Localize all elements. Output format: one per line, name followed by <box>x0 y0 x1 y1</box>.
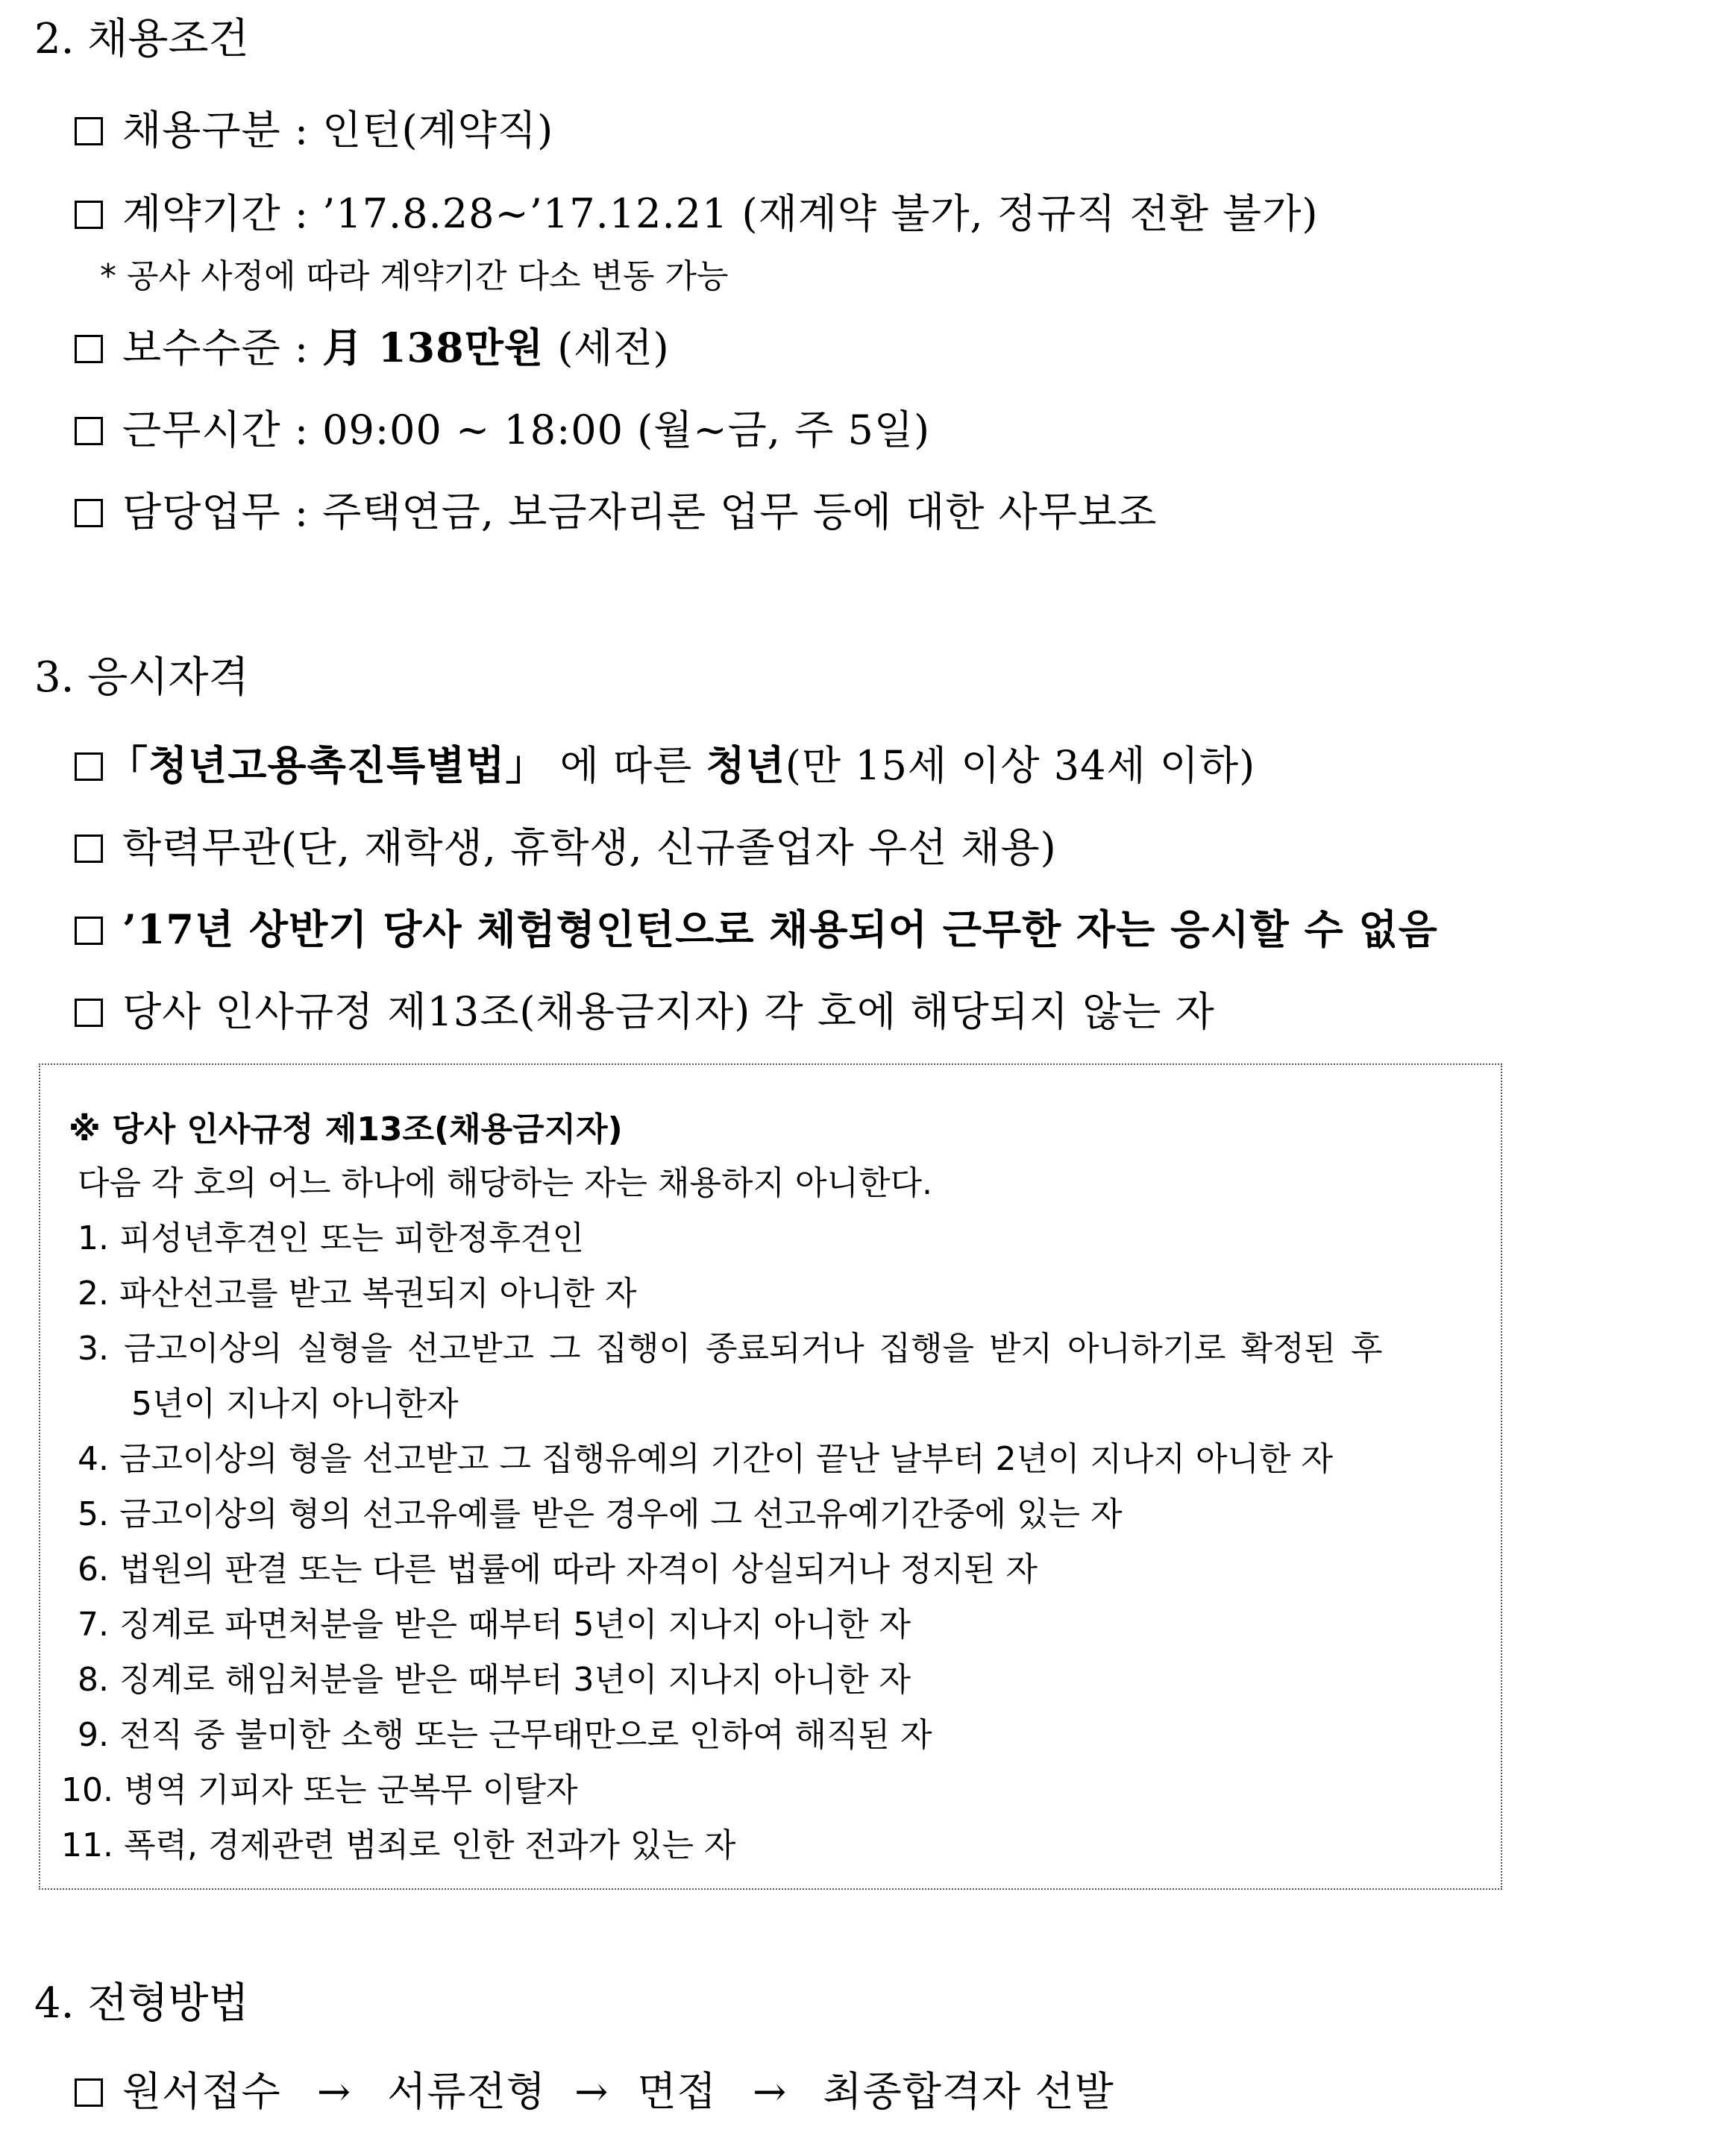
checkbox-icon <box>75 835 103 863</box>
checkbox-icon <box>75 752 103 781</box>
checkbox-icon <box>75 499 103 527</box>
step-final: 최종합격자 선발 <box>823 2068 1114 2115</box>
education-item: 학력무관(단, 재학생, 휴학생, 신규졸업자 우선 채용) <box>75 816 1057 873</box>
regulation-item: 당사 인사규정 제13조(채용금지자) 각 호에 해당되지 않는 자 <box>75 980 1215 1037</box>
checkbox-icon <box>75 417 103 445</box>
regulation-clause: 5. 금고이상의 형의 선고유예를 받은 경우에 그 선고유예기간중에 있는 자 <box>78 1495 1123 1533</box>
regulation-clause: 10. 병역 기피자 또는 군복무 이탈자 <box>61 1771 578 1809</box>
work-hours-item: 근무시간 : 09:00 ~ 18:00 (월~금, 주 5일) <box>75 398 930 456</box>
recruit-type-item: 채용구분 : 인턴(계약직) <box>75 98 553 156</box>
regulation-clause-continued: 5년이 지나지 아니한자 <box>131 1385 459 1423</box>
checkbox-icon <box>75 917 103 945</box>
regulation-clause: 6. 법원의 판결 또는 다른 법률에 따라 자격이 상실되거나 정지된 자 <box>78 1550 1038 1588</box>
checkbox-icon <box>75 2078 103 2107</box>
arrow-right-icon: → <box>574 2068 609 2115</box>
regulation-clause: 4. 금고이상의 형을 선고받고 그 집행유예의 기간이 끝난 날부터 2년이 지나지 아니한 자 <box>78 1440 1333 1478</box>
contract-period-item: 계약기간 : ’17.8.28~’17.12.21 (재계약 불가, 정규직 전환 불가) <box>75 182 1318 239</box>
regulation-intro: 다음 각 호의 어느 하나에 해당하는 자는 채용하지 아니한다. <box>78 1164 932 1202</box>
checkbox-icon <box>75 335 103 363</box>
regulation-clause: 9. 전직 중 불미한 소행 또는 근무태만으로 인하여 해직된 자 <box>78 1716 932 1754</box>
step-interview: 면접 <box>637 2068 717 2115</box>
arrow-right-icon: → <box>316 2068 352 2115</box>
regulation-clause: 3. 금고이상의 실형을 선고받고 그 집행이 종료되거나 집행을 받지 아니하기로 확정된 후 <box>78 1330 1383 1368</box>
checkbox-icon <box>75 117 103 145</box>
youth-item: 「청년고용촉진특별법」 에 따른 청년(만 15세 이상 34세 이하) <box>75 734 1255 791</box>
regulation-clause: 11. 폭력, 경제관련 범죄로 인한 전과가 있는 자 <box>61 1826 736 1864</box>
section-2-heading: 2. 채용조건 <box>34 15 249 63</box>
checkbox-icon <box>75 201 103 229</box>
exclusion-item: ’17년 상반기 당사 체험형인턴으로 채용되어 근무한 자는 응시할 수 없음 <box>75 898 1438 955</box>
regulation-clause: 8. 징계로 해임처분을 받은 때부터 3년이 지나지 아니한 자 <box>78 1661 911 1699</box>
arrow-right-icon: → <box>753 2068 788 2115</box>
regulation-clause: 7. 징계로 파면처분을 받은 때부터 5년이 지나지 아니한 자 <box>78 1606 911 1644</box>
regulation-title: ※ 당사 인사규정 제13조(채용금지자) <box>69 1110 623 1148</box>
step-application: 원서접수 <box>122 2068 281 2115</box>
duty-item: 담당업무 : 주택연금, 보금자리론 업무 등에 대한 사무보조 <box>75 480 1157 538</box>
section-4-heading: 4. 전형방법 <box>34 1979 249 2028</box>
step-documents: 서류전형 <box>387 2068 546 2115</box>
pay-item: 보수수준 : 月 138만원 (세전) <box>75 316 670 374</box>
regulation-clause: 2. 파산선고를 받고 복권되지 아니한 자 <box>78 1275 637 1313</box>
selection-process <box>75 2060 1114 2117</box>
regulation-clause: 1. 피성년후견인 또는 피한정후견인 <box>78 1219 584 1257</box>
contract-note: * 공사 사정에 따라 계약기간 다소 변동 가능 <box>100 257 729 295</box>
checkbox-icon <box>75 999 103 1027</box>
section-3-heading: 3. 응시자격 <box>34 653 249 702</box>
